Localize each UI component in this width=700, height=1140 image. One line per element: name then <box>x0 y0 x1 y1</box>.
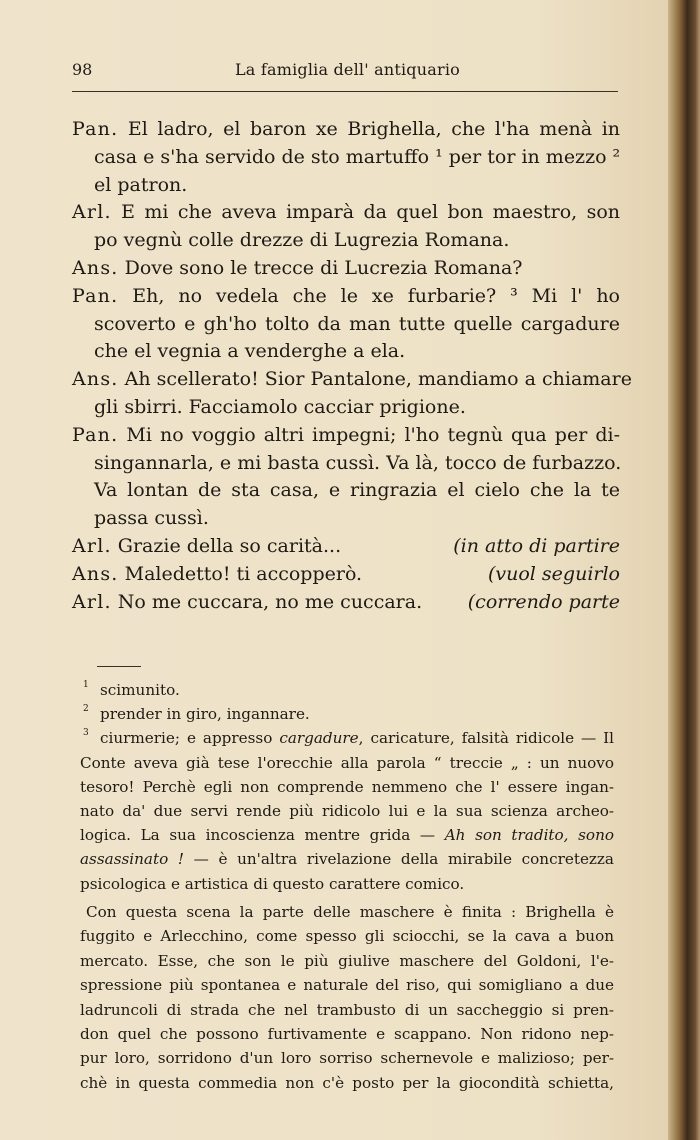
page-number: 98 <box>72 60 93 79</box>
emphasized-text: assassinato ! <box>80 850 184 869</box>
footnote-text: tesoro! Perchè egli non comprende nemmeno che l' essere ingan- <box>80 777 614 796</box>
footnote-mark: 3 <box>83 728 89 739</box>
speaker-label: Pan. <box>72 284 119 307</box>
commentary-line: chè in questa commedia non c'è posto per la giocondità schietta, <box>80 1073 614 1092</box>
commentary-line: don quel che possono furtivamente e scappano. Non ridono nep- <box>80 1025 614 1044</box>
speaker-label: Arl. <box>72 201 112 224</box>
commentary-paragraph <box>80 900 614 1095</box>
speech-text: singannarla, e mi basta cussì. Va là, tocco de furbazzo. <box>94 451 622 474</box>
stage-direction: (correndo parte <box>467 590 620 613</box>
stage-direction: (in atto di partire <box>453 534 620 557</box>
speech-line <box>72 255 620 283</box>
speech-text: el patron. <box>94 173 188 196</box>
running-title: La famiglia dell' antiquario <box>234 60 460 79</box>
speech-text: El ladro, el baron xe Brighella, che l'ha menà in <box>127 118 621 140</box>
emphasized-text: Ah son tradito, sono <box>444 826 614 845</box>
speech-block <box>72 116 620 199</box>
speech-block <box>72 422 620 533</box>
speech-line <box>72 172 620 200</box>
footnote <box>80 702 614 726</box>
speech-block <box>72 366 632 422</box>
speaker-label: Ans. <box>72 368 119 391</box>
speech-text: po vegnù colle drezze di Lugrezia Romana. <box>94 229 510 252</box>
footnote-line <box>80 872 614 896</box>
footnote-line <box>80 775 614 799</box>
speaker-label: Ans. <box>72 562 119 585</box>
speech-text: Maledetto! ti accopperò. <box>124 562 363 585</box>
speech-text: gli sbirri. Facciamolo cacciar prigione. <box>94 395 466 418</box>
commentary-line: spressione più spontanea e naturale del riso, qui somigliano a due <box>80 976 614 995</box>
speech-block <box>72 561 620 589</box>
speech-text: E mi che aveva imparà da quel bon maestro, son <box>121 201 621 224</box>
commentary-line: fuggito e Arlecchino, come spesso gli sciocchi, se la cava a buon <box>80 927 614 946</box>
speech-line <box>72 116 620 144</box>
speech-text: Dove sono le trecce di Lucrezia Romana? <box>124 256 523 279</box>
footnote <box>80 726 614 895</box>
page-header <box>72 60 618 86</box>
speech-block <box>72 589 620 617</box>
speech-line <box>72 227 620 255</box>
speech-text: casa e s'ha servido de sto martuffo ¹ per tor in mezzo ² <box>94 145 621 168</box>
speech-line <box>72 450 620 478</box>
stage-direction: (vuol seguirlo <box>487 562 620 585</box>
speech-text: che el vegnia a venderghe a ela. <box>94 340 406 363</box>
speech-line <box>72 144 620 172</box>
header-rule <box>72 91 618 92</box>
speech-line <box>72 338 620 366</box>
footnote-text: , caricature, falsità ridicole — Il <box>358 729 614 748</box>
dialogue-block <box>72 116 632 616</box>
speech-text: Grazie della so carità... <box>117 534 342 557</box>
speech-text: scoverto e gh'ho tolto da man tutte quelle cargadure <box>94 312 620 335</box>
speech-block <box>72 533 620 561</box>
footnote-mark: 1 <box>83 680 89 690</box>
book-spine <box>668 0 700 1140</box>
speech-text: Eh, no vedela che le xe furbarie? ³ Mi l' ho <box>132 284 620 307</box>
footnote-line <box>80 823 614 847</box>
speech-block <box>72 255 620 283</box>
footnote-rule <box>97 666 141 667</box>
speech-line <box>72 533 620 561</box>
footnotes-block <box>80 678 614 896</box>
footnote-text: psicologica e artistica di questo carattere comico. <box>80 874 465 893</box>
footnote-text: logica. La sua incoscienza mentre grida — <box>80 826 445 845</box>
footnote <box>80 678 614 702</box>
speech-line <box>72 505 620 533</box>
speech-line <box>72 589 620 617</box>
speech-line <box>72 283 620 311</box>
footnote-line <box>80 751 614 775</box>
footnote-text: — è un'altra rivelazione della mirabile concretezza <box>183 850 614 869</box>
speech-text-wrap <box>72 561 362 589</box>
speech-text: Va lontan de sta casa, e ringrazia el cielo che la te <box>94 479 620 502</box>
speech-block <box>72 199 620 255</box>
speech-text-wrap <box>72 589 422 617</box>
speaker-label: Ans. <box>72 256 119 279</box>
footnote-text: Conte aveva già tese l'orecchie alla parola “ treccie „ : un nuovo <box>80 753 614 772</box>
footnote-line <box>80 799 614 823</box>
footnote-text: scimunito. <box>100 681 180 699</box>
speaker-label: Arl. <box>72 590 112 613</box>
speaker-label: Arl. <box>72 534 112 557</box>
commentary-line: pur loro, sorridono d'un loro sorriso schernevole e malizioso; per- <box>80 1049 614 1068</box>
speech-text-wrap <box>72 533 341 561</box>
commentary-line: Con questa scena la parte delle maschere è finita : Brighella è <box>86 903 614 921</box>
speech-text: passa cussì. <box>94 507 209 530</box>
footnote-text: ciurmerie; e appresso <box>100 729 280 748</box>
speech-line <box>72 394 620 422</box>
speaker-label: Pan. <box>72 423 119 446</box>
speech-text: Ah scellerato! Sior Pantalone, mandiamo a chiamare <box>124 368 632 391</box>
speech-text: Mi no voggio altri impegni; l'ho tegnù qua per di- <box>126 423 620 446</box>
footnote-line <box>80 847 614 871</box>
speech-line <box>72 311 620 339</box>
speech-text: No me cuccara, no me cuccara. <box>117 590 423 613</box>
footnote-text: nato da' due servi rende più ridicolo lui e la sua scienza archeo- <box>80 802 614 821</box>
speech-line <box>72 477 620 505</box>
commentary-line: ladruncoli di strada che nel trambusto di un saccheggio si pren- <box>80 1000 614 1019</box>
footnote-mark: 2 <box>83 704 89 715</box>
footnote-text: prender in giro, ingannare. <box>100 705 310 724</box>
emphasized-text: cargadure <box>279 729 359 748</box>
commentary-line: mercato. Esse, che son le più giulive maschere del Goldoni, l'e- <box>80 951 614 970</box>
speech-line <box>72 366 632 394</box>
speech-line <box>72 422 620 450</box>
speech-line <box>72 199 620 227</box>
speaker-label: Pan. <box>72 118 119 140</box>
speech-line <box>72 561 620 589</box>
speech-block <box>72 283 620 366</box>
footnote-line <box>100 726 614 750</box>
